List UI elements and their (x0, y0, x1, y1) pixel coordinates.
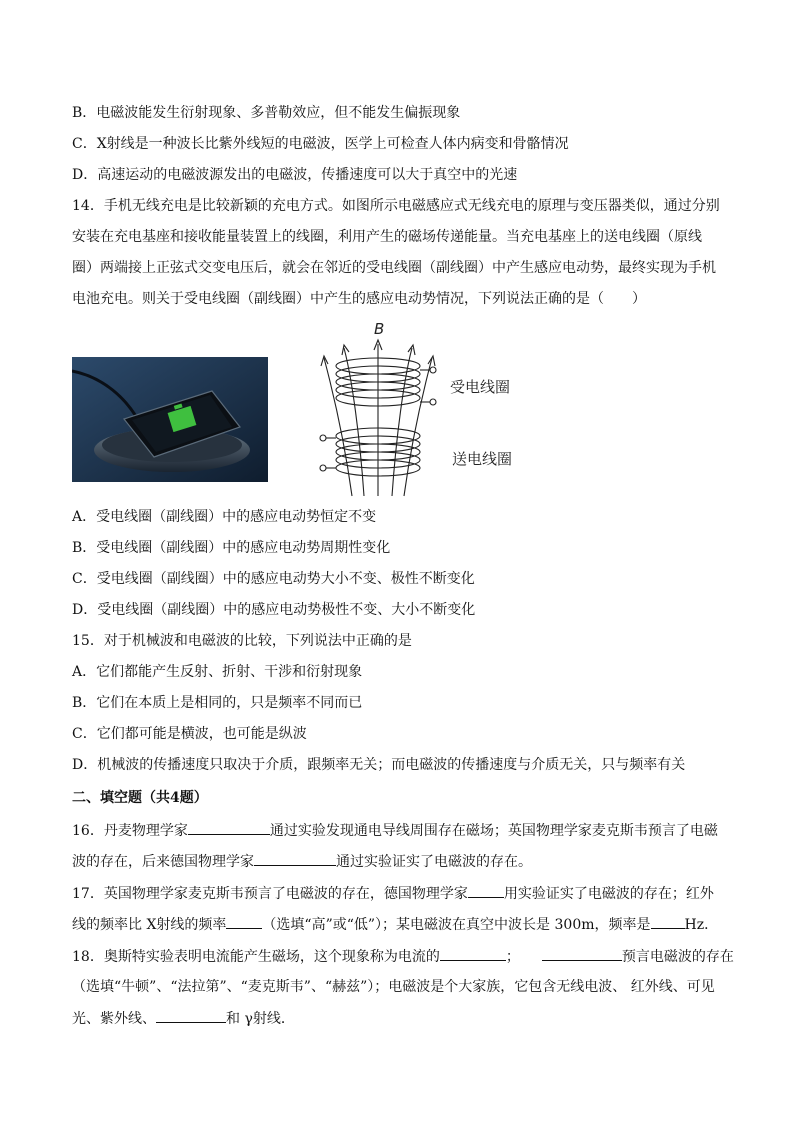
q13-option-c: C．X射线是一种波长比紫外线短的电磁波，医学上可检查人体内病变和骨骼情况 (72, 136, 569, 152)
q14-option-c: C．受电线圈（副线圈）中的感应电动势大小不变、极性不断变化 (72, 571, 475, 587)
q17-line-1: 17．英国物理学家麦克斯韦预言了电磁波的存在，德国物理学家 用实验证实了电磁波的存在；红外 (72, 883, 714, 904)
q18-blank-1[interactable] (440, 946, 506, 961)
q15-option-d: D．机械波的传播速度只取决于介质，跟频率无关；而电磁波的传播速度与介质无关，只与频率有关 (72, 757, 686, 773)
wireless-charger-photo (72, 357, 268, 482)
q14-stem-line-3: 圈）两端接上正弦式交变电压后，就会在邻近的受电线圈（副线圈）中产生感应电动势，最终实现为手机 (72, 260, 716, 276)
q18-line-2: （选填“牛顿”、“法拉第”、“麦克斯韦”、“赫兹”）；电磁波是个大家族，它包含无线电波、 红外线、可见 (72, 979, 715, 995)
q15-option-a: A．它们都能产生反射、折射、干涉和衍射现象 (72, 664, 363, 680)
transmitter-coil-label: 送电线圈 (452, 450, 513, 468)
q17-blank-3[interactable] (651, 914, 685, 929)
q14-stem-line-4: 电池充电。则关于受电线圈（副线圈）中产生的感应电动势情况，下列说法正确的是（ ） (72, 291, 646, 307)
q14-option-a: A．受电线圈（副线圈）中的感应电动势恒定不变 (72, 509, 377, 525)
q17-line-2: 线的频率比 X射线的频率 （选填“高”或“低”）；某电磁波在真空中波长是 300m，频率是 Hz． (72, 914, 718, 935)
q15-option-c: C．它们都可能是横波，也可能是纵波 (72, 726, 307, 742)
q16-line-2: 波的存在，后来德国物理学家 通过实验证实了电磁波的存在。 (72, 851, 532, 872)
q17-blank-1[interactable] (468, 883, 504, 898)
q15-stem: 15．对于机械波和电磁波的比较，下列说法中正确的是 (72, 633, 412, 649)
q14-stem-line-2: 安装在充电基座和接收能量装置上的线圈，利用产生的磁场传递能量。当充电基座上的送电线圈（原线 (72, 229, 702, 245)
q18-blank-2[interactable] (542, 946, 622, 961)
q15-option-b: B．它们在本质上是相同的，只是频率不同而已 (72, 695, 363, 711)
q16-blank-2[interactable] (254, 851, 336, 866)
q14-option-b: B．受电线圈（副线圈）中的感应电动势周期性变化 (72, 540, 391, 556)
q13-option-b: B．电磁波能发生衍射现象、多普勒效应，但不能发生偏振现象 (72, 105, 461, 121)
q18-blank-3[interactable] (156, 1008, 226, 1023)
coil-diagram (312, 318, 552, 500)
q18-line-3: 光、紫外线、 和 γ射线． (72, 1008, 295, 1029)
q14-stem-line-1: 14．手机无线充电是比较新颖的充电方式。如图所示电磁感应式无线充电的原理与变压器类似，通过分别 (72, 198, 720, 214)
receiver-coil-label: 受电线圈 (450, 378, 511, 396)
q16-line-1: 16．丹麦物理学家 通过实验发现通电导线周围存在磁场；英国物理学家麦克斯韦预言了电磁 (72, 820, 718, 841)
q13-option-d: D．高速运动的电磁波源发出的电磁波，传播速度可以大于真空中的光速 (72, 167, 518, 183)
section-heading-fill-blank: 二、填空题（共4题） (72, 790, 208, 806)
q16-blank-1[interactable] (188, 820, 270, 835)
q14-option-d: D．受电线圈（副线圈）中的感应电动势极性不变、大小不断变化 (72, 602, 476, 618)
q17-blank-2[interactable] (226, 914, 262, 929)
field-label-b: B (374, 320, 385, 338)
q18-line-1: 18．奥斯特实验表明电流能产生磁场，这个现象称为电流的 ； 预言电磁波的存在 (72, 946, 734, 967)
